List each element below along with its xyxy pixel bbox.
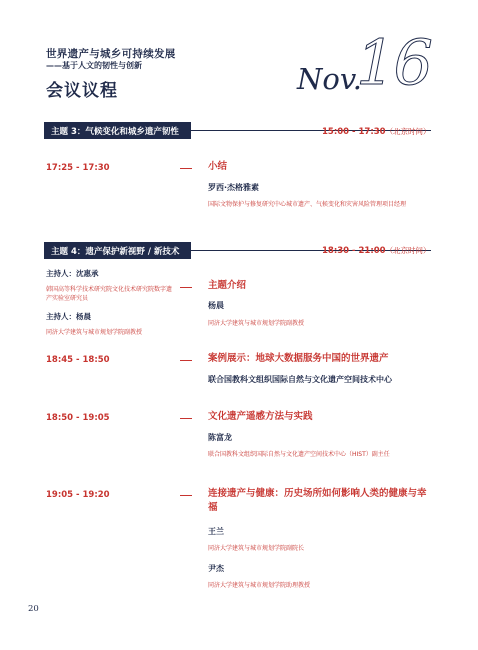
conference-title: 世界遗产与城乡可持续发展 [46,48,176,60]
session-title: 主题介绍 [208,280,247,291]
session-time: 18:50 - 19:05 [46,413,110,423]
topic-4-bar: 主题 4：遗产保护新视野 / 新技术 [44,242,191,259]
speaker-affiliation: 同济大学建筑与城市规划学院副院长 [208,545,305,552]
speaker-name: 杨晨 [208,301,224,310]
conference-subtitle: ——基于人文的韧性与创新 [46,61,142,70]
host-affiliation: 同济大学建筑与城市规划学院副教授 [46,329,143,336]
host-label: 主持人：沈惠承 [46,269,99,278]
speaker-name: 联合国教科文组织国际自然与文化遗产空间技术中心 [208,375,392,384]
speaker-affiliation: 联合国教科文组织国际自然与文化遗产空间技术中心（HIST）副主任 [208,451,390,458]
speaker-name: 王兰 [208,527,224,536]
session-time: 18:45 - 18:50 [46,355,110,365]
speaker-affiliation: 同济大学建筑与城市规划学院助理教授 [208,582,311,589]
session-title-line-1: 连接遗产与健康：历史场所如何影响人类的健康与幸 [208,488,427,499]
session-title-line-2: 福 [208,502,218,513]
time-dash [180,168,192,169]
topic-4-time-value: 18:30 - 21:00 [322,246,386,256]
session-title: 文化遗产遥感方法与实践 [208,411,313,422]
session-title: 案例展示：地球大数据服务中国的世界遗产 [208,353,389,364]
topic-3-timezone: （北京时间） [385,127,431,136]
session-time: 17:25 - 17:30 [46,163,110,173]
speaker-affiliation: 同济大学建筑与城市规划学院副教授 [208,320,305,327]
topic-3-time [322,126,431,137]
time-dash [180,495,192,496]
speaker-name: 陈富龙 [208,433,232,442]
speaker-name: 罗西·杰格雅素 [208,183,260,192]
speaker-name: 尹杰 [208,564,224,573]
topic-3-bar: 主题 3：气候变化和城乡遗产韧性 [44,122,191,139]
session-time: 19:05 - 19:20 [46,490,110,500]
agenda-heading: 会议议程 [46,81,118,101]
page-number: 20 [28,604,39,614]
time-dash [180,360,192,361]
topic-4-timezone: （北京时间） [385,246,431,255]
host-label: 主持人：杨晨 [46,312,91,321]
topic-4-time [322,245,431,256]
time-dash [180,418,192,419]
host-affiliation: 韩国高等科学技术研究院文化技术研究院数字遗产实验室研究员 [46,286,173,302]
date-day: 16 [356,26,431,99]
topic-3-time-value: 15:00 - 17:30 [322,127,386,137]
time-dash [180,287,192,288]
speaker-affiliation: 国际文物保护与修复研究中心城市遗产、气候变化和灾害风险管理项目经理 [208,201,407,208]
date-month: Nov. [297,62,362,96]
session-title: 小结 [208,161,228,172]
